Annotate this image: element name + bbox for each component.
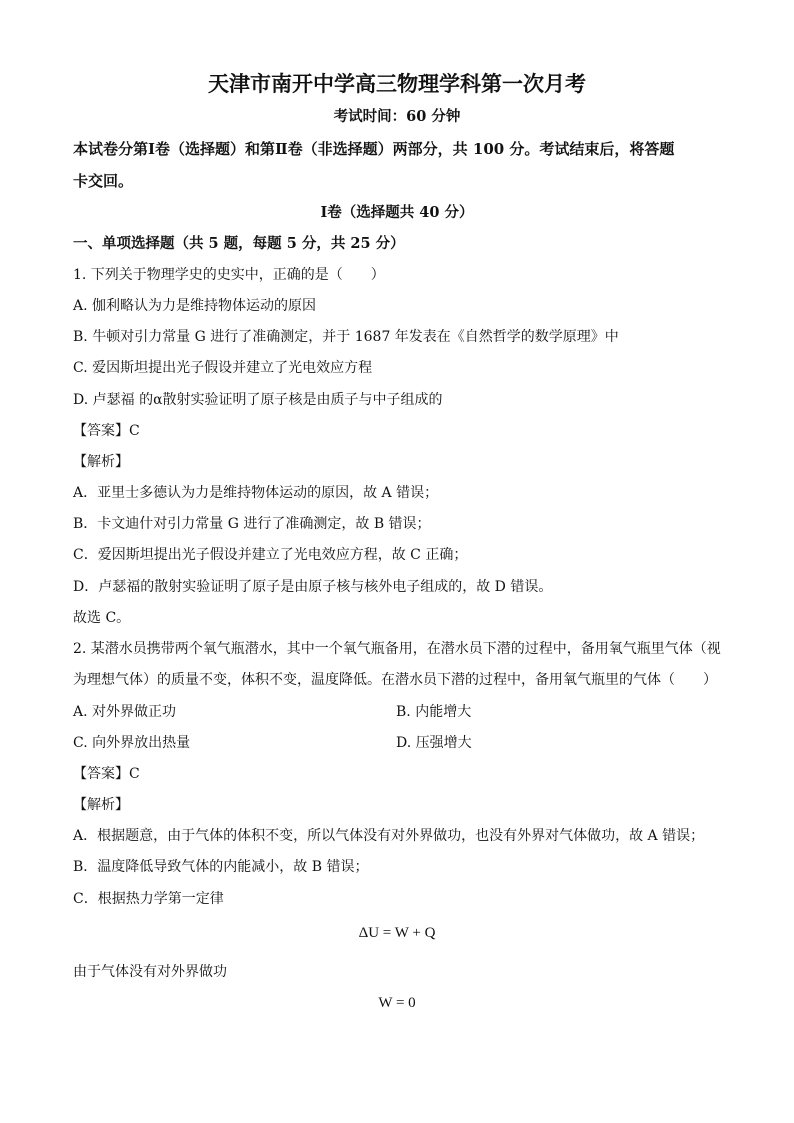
q1-stem: 1. 下列关于物理学史的史实中，正确的是（ ） — [73, 267, 385, 283]
exam-time: 考试时间：60 分钟 — [333, 108, 461, 125]
q2-stem-line-2: 为理想气体）的质量不变，体积不变，温度降低。在潜水员下潜的过程中，备用氧气瓶里的气体（ ） — [73, 672, 717, 688]
q2-after-equation: 由于气体没有对外界做功 — [73, 964, 227, 980]
q2-answer: 【答案】C — [73, 766, 140, 782]
q2-analysis-c: C．根据热力学第一定律 — [73, 891, 224, 907]
q2-analysis-b: B．温度降低导致气体的内能减小，故 B 错误； — [73, 859, 369, 875]
intro-line-2: 卡交回。 — [73, 172, 134, 190]
q1-analysis-b: B．卡文迪什对引力常量 G 进行了准确测定，故 B 错误； — [73, 516, 431, 532]
q1-option-c: C. 爱因斯坦提出光子假设并建立了光电效应方程 — [73, 360, 373, 376]
page-title: 天津市南开中学高三物理学科第一次月考 — [208, 71, 586, 96]
section1-heading: 一、单项选择题（共 5 题，每题 5 分，共 25 分） — [73, 235, 405, 252]
q1-option-b: B. 牛顿对引力常量 G 进行了准确测定，并于 1687 年发表在《自然哲学的数学原理》中 — [73, 329, 619, 345]
q1-analysis-a: A．亚里士多德认为力是维持物体运动的原因，故 A 错误； — [73, 485, 439, 501]
q2-analysis-a: A．根据题意，由于气体的体积不变，所以气体没有对外界做功，也没有外界对气体做功，故 A 错误； — [73, 828, 705, 844]
q1-conclusion: 故选 C。 — [73, 610, 131, 626]
q1-analysis-d: D．卢瑟福的散射实验证明了原子是由原子核与核外电子组成的，故 D 错误。 — [73, 579, 553, 595]
part1-heading: Ⅰ卷（选择题共 40 分） — [320, 204, 474, 221]
q2-option-b: B. 内能增大 — [396, 704, 472, 720]
q1-option-d: D. 卢瑟福 的α散射实验证明了原子核是由质子与中子组成的 — [73, 392, 443, 408]
equation-first-law: ΔU = W + Q — [358, 925, 436, 941]
q1-analysis-label: 【解析】 — [73, 454, 129, 470]
q2-option-d: D. 压强增大 — [396, 735, 472, 751]
q1-answer: 【答案】C — [73, 423, 140, 439]
q2-option-a: A. 对外界做正功 — [73, 704, 177, 720]
q2-option-c: C. 向外界放出热量 — [73, 735, 191, 751]
q2-analysis-label: 【解析】 — [73, 797, 129, 813]
equation-work-zero: W = 0 — [378, 995, 416, 1011]
intro-line-1: 本试卷分第Ⅰ卷（选择题）和第Ⅱ卷（非选择题）两部分，共 100 分。考试结束后，将答题 — [73, 140, 675, 158]
q2-stem-line-1: 2. 某潜水员携带两个氧气瓶潜水，其中一个氧气瓶备用，在潜水员下潜的过程中，备用氧气瓶里气体（视 — [73, 641, 721, 657]
q1-analysis-c: C．爱因斯坦提出光子假设并建立了光电效应方程，故 C 正确； — [73, 547, 468, 563]
q1-option-a: A. 伽利略认为力是维持物体运动的原因 — [73, 298, 317, 314]
